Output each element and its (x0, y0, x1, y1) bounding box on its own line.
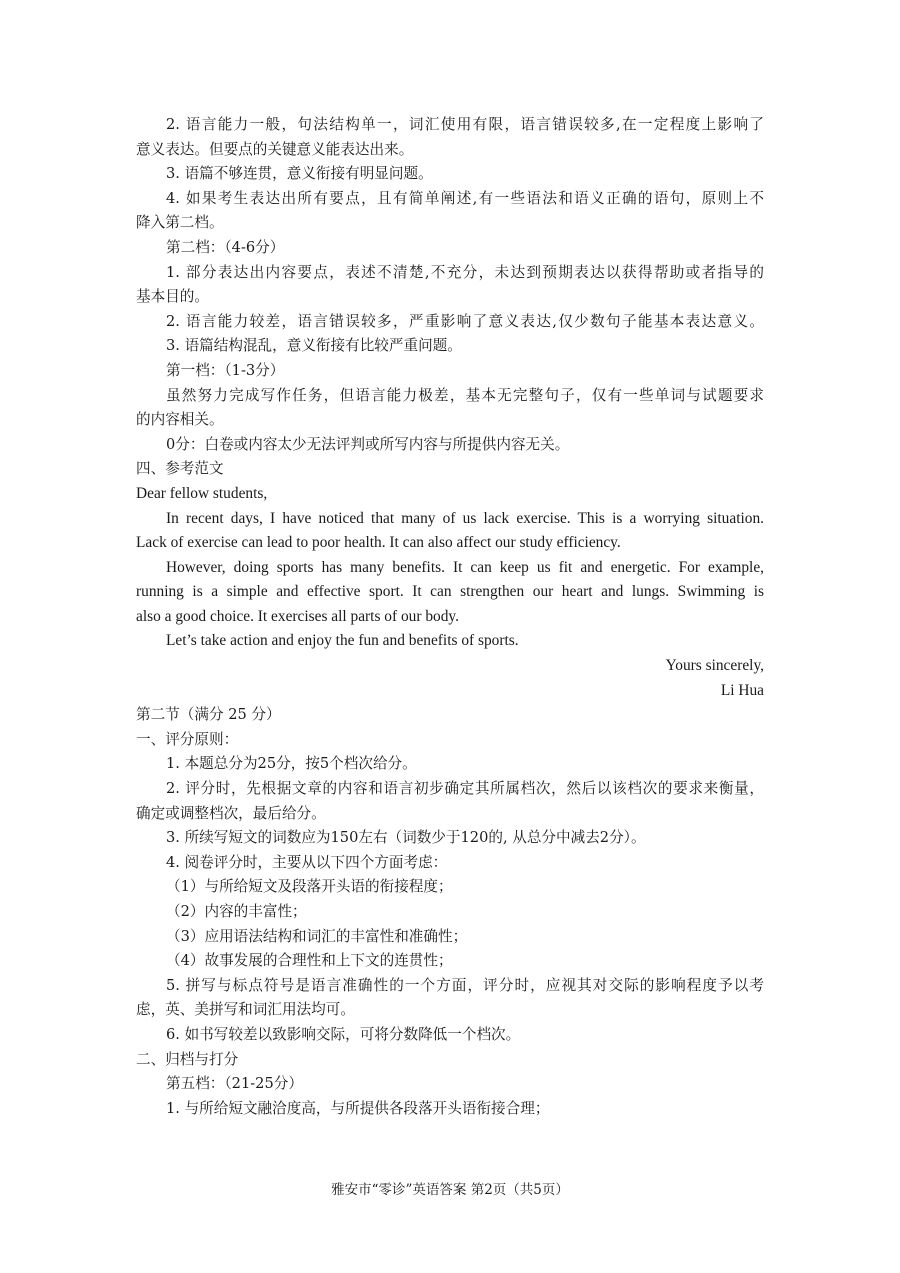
text-line: 0分：白卷或内容太少无法评判或所写内容与所提供内容无关。 (166, 435, 570, 453)
text-line: 2. 评分时，先根据文章的内容和语言初步确定其所属档次，然后以该档次的要求来衡量， (166, 780, 764, 798)
text-line: Li Hua (720, 681, 764, 699)
text-line: 第一档：（1-3分） (166, 361, 285, 379)
text-line: Let’s take action and enjoy the fun and benefits of sports. (166, 632, 519, 650)
text-line: 4. 如果考生表达出所有要点，且有简单阐述,有一些语法和语义正确的语句，原则上不 (166, 189, 764, 207)
text-line: （2）内容的丰富性； (166, 903, 307, 920)
text-line: （3）应用语法结构和词汇的丰富性和准确性； (166, 927, 468, 945)
text-line: 3. 语篇不够连贯，意义衔接有明显问题。 (166, 165, 433, 183)
text-line: 基本目的。 (136, 288, 209, 306)
text-line: Dear fellow students, (136, 484, 268, 502)
text-line: （4）故事发展的合理性和上下文的连贯性； (166, 952, 453, 970)
text-line: Lack of exercise can lead to poor health. It can also affect our study efficiency. (136, 534, 621, 552)
text-line: 第五档：（21-25分） (166, 1075, 303, 1093)
text-line: 第二档：（4-6分） (166, 238, 285, 256)
text-line: 6. 如书写较差以致影响交际，可将分数降低一个档次。 (166, 1025, 521, 1043)
text-line: 确定或调整档次，最后给分。 (136, 804, 326, 822)
text-line: 第二节（满分 25 分） (136, 706, 281, 724)
text-line: However, doing sports has many benefits. It can keep us fit and energetic. For example, (166, 558, 764, 576)
text-line: 降入第二档。 (136, 214, 224, 232)
text-line: 1. 本题总分为25分，按5个档次给分。 (166, 755, 417, 773)
text-line: 的内容相关。 (136, 411, 224, 429)
text-line: 4. 阅卷评分时，主要从以下四个方面考虑： (166, 853, 448, 871)
text-line: 二、归档与打分 (136, 1050, 239, 1068)
text-line: 一、评分原则： (136, 730, 239, 748)
text-line: 虽然努力完成写作任务，但语言能力极差，基本无完整句子，仅有一些单词与试题要求 (166, 386, 764, 404)
text-line: 虑，英、美拼写和词汇用法均可。 (136, 1001, 355, 1019)
text-line: running is a simple and effective sport. It can strengthen our heart and lungs. Swimming is (136, 583, 764, 601)
text-line: 3. 语篇结构混乱，意义衔接有比较严重问题。 (166, 337, 462, 355)
text-line: 2. 语言能力较差，语言错误较多，严重影响了意义表达,仅少数句子能基本表达意义。 (166, 312, 764, 330)
answer-key-body (136, 113, 764, 1121)
text-line: 意义表达。但要点的关键意义能表达出来。 (136, 140, 414, 158)
page-footer: 雅安市“零诊”英语答案 第2页（共5页） (331, 1182, 569, 1198)
text-line: 四、参考范文 (136, 460, 224, 478)
text-line: 1. 部分表达出内容要点，表述不清楚,不充分，未达到预期表达以获得帮助或者指导的 (166, 263, 764, 281)
text-line: 1. 与所给短文融洽度高，与所提供各段落开头语衔接合理； (166, 1099, 550, 1117)
text-line: 3. 所续写短文的词数应为150左右（词数少于120的, 从总分中减去2分）。 (166, 829, 646, 847)
text-line: Yours sincerely, (665, 657, 764, 675)
text-line: 5. 拼写与标点符号是语言准确性的一个方面，评分时，应视其对交际的影响程度予以考 (166, 976, 764, 994)
text-line: 2. 语言能力一般，句法结构单一，词汇使用有限，语言错误较多,在一定程度上影响了 (166, 116, 764, 133)
text-line: also a good choice. It exercises all parts of our body. (136, 607, 459, 625)
text-line: In recent days, I have noticed that many of us lack exercise. This is a worrying situation. (166, 509, 764, 527)
text-line: （1）与所给短文及段落开头语的衔接程度； (166, 878, 453, 896)
